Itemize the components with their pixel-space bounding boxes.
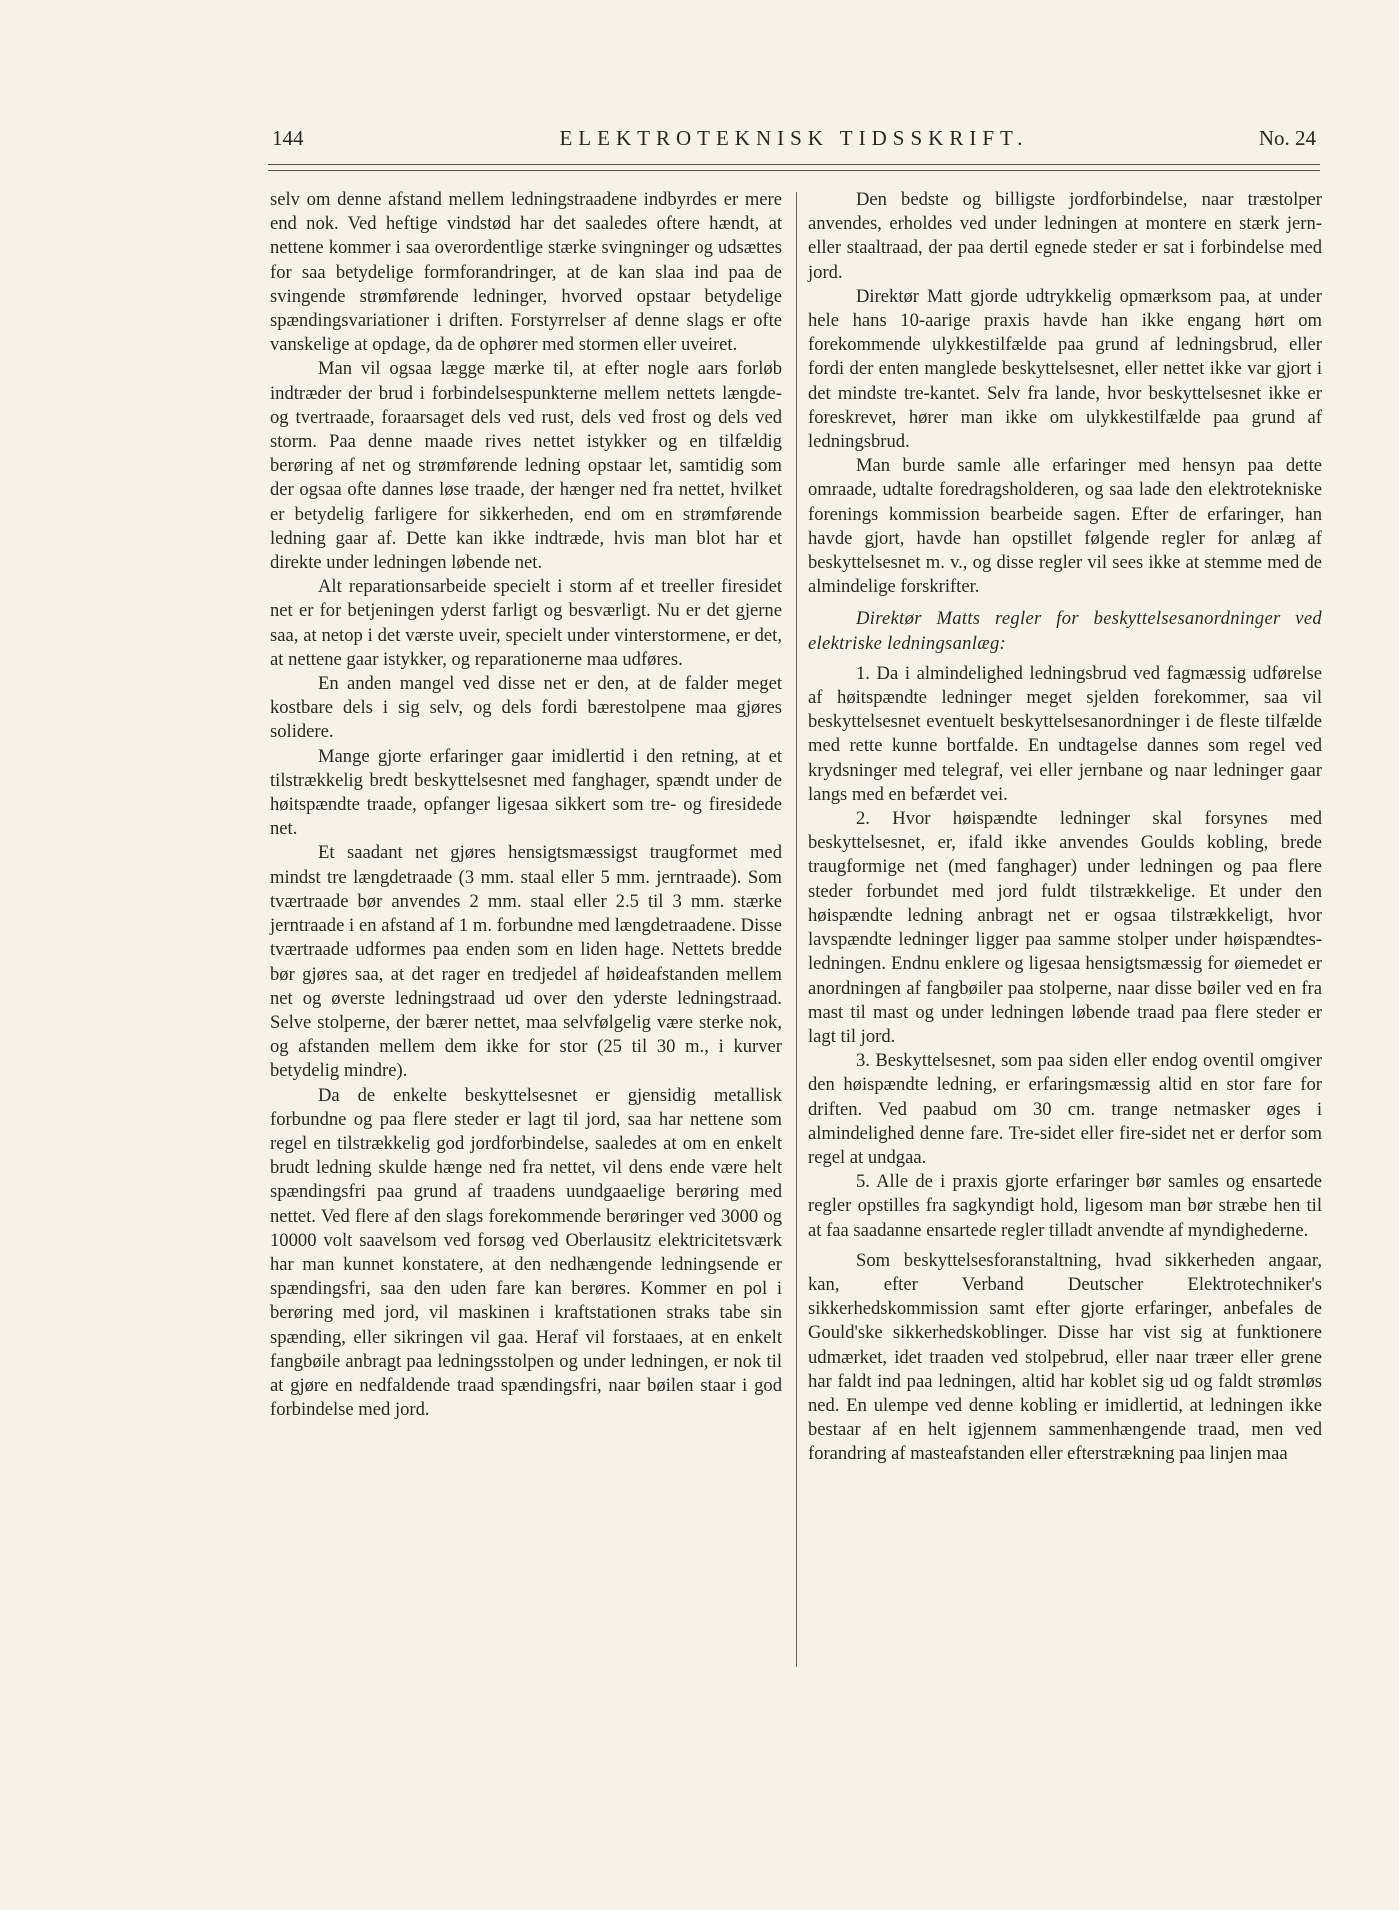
- paragraph: En anden mangel ved disse net er den, at de falder meget kostbare dels i sig selv, og dels fordi bærestolpene maa gjøres solidere.: [270, 673, 782, 743]
- paragraph: Den bedste og billigste jordforbindelse, naar træstolper anvendes, erholdes ved under ledningen at montere en stærk jern- eller staaltraad, der paa dertil egnede steder er sat i forbindelse med jord.: [808, 189, 1322, 283]
- paragraph: Da de enkelte beskyttelsesnet er gjensidig metallisk forbundne og paa flere steder er lagt til jord, saa har nettene som regel en tilstrækkelig god jordforbindelse, saaledes at om en enkelt brudt ledning skulde hænge ned fra nettet, vil dens ende være helt spændingsfri paa grund af traadens uundgaaelige berøring med nettet. Ved flere af den slags forekommende berøringer ved 3000 og 10000 volt saavelsom ved forsøg ved Oberlausitz elektricitetsværk har man kunnet konstatere, at den nedhængende ledningsende er spændingsfri, saa den uden fare kan berøres. Kommer en pol i berøring med jord, vil maskinen i kraftstationen straks tabe sin spænding, eller sikringen vil gaa. Heraf vil forstaaes, at en enkelt fangbøile anbragt paa ledningsstolpen og under ledningen, er nok til at gjøre en nedfaldende traad spændingsfri, naar bøilen staar i god forbindelse med jord.: [270, 1084, 782, 1421]
- journal-title: ELEKTROTEKNISK TIDSSKRIFT.: [559, 126, 1029, 150]
- paragraph: Man vil ogsaa lægge mærke til, at efter nogle aars forløb indtræder der brud i forbindelsespunkterne mellem nettets længde- og tvertraade, foraarsaget dels ved rust, dels ved frost og dels ved storm. Paa denne maade rives nettet istykker og en tilfældig berøring af net og strømførende ledning opstaar let, samtidig som der ogsaa ofte dannes løse traade, der hænger ned fra nettet, hvilket er betydelig farligere for sikkerheden, end om en strømførende ledning gaar af. Dette kan ikke indtræde, hvis man blot har et direkte under ledningen løbende net.: [270, 358, 782, 574]
- left-column: [270, 188, 782, 1422]
- running-header: [268, 126, 1320, 158]
- issue-number: No. 24: [1258, 126, 1316, 150]
- column-divider: [796, 192, 797, 1667]
- paragraph: Mange gjorte erfaringer gaar imidlertid i den retning, at et tilstrækkelig bredt beskyttelsesnet med fanghager, spændt under de høitspændte traade, opfanger ligesaa sikkert som tre- og firesidede net.: [270, 745, 782, 840]
- header-double-rule: [268, 164, 1320, 171]
- rules-heading: Direktør Matts regler for beskyttelsesanordninger ved elektriske ledningsanlæg:: [808, 608, 1322, 654]
- rule-item: 2. Hvor høispændte ledninger skal forsynes med beskyttelsesnet, er, ifald ikke anvendes Goulds kobling, brede traugformige net (med fanghager) under ledningen og paa flere steder forbundet med jord fuldt tilstrækkelige. Et under den høispændte ledning anbragt net er ogsaa tilstrækkeligt, hvor lavspændte ledninger ligger paa samme stolper under høispændtes-ledningen. Endnu enklere og ligesaa hensigtsmæssig for øiemedet er anordningen af fangbøiler paa stolperne, naar disse bøiler ved en fra mast til mast og under ledningen løbende traad paa flere steder er lagt til jord.: [808, 808, 1322, 1047]
- rule-item: 5. Alle de i praxis gjorte erfaringer bør samles og ensartede regler opstilles fra sagkyndigt hold, ligesom man bør stræbe hen til at faa saadanne ensartede regler tilladt anvendte af myndighederne.: [808, 1171, 1322, 1241]
- paragraph: Alt reparationsarbeide specielt i storm af et treeller firesidet net er for betjeningen yderst farligt og besværligt. Nu er det gjerne saa, at netop i det værste uveir, specielt under vinterstormene, er det, at nettene gaar istykker, og reparationerne maa udføres.: [270, 576, 782, 670]
- rule-item: 3. Beskyttelsesnet, som paa siden eller endog oventil omgiver den høispændte ledning, er erfaringsmæssig altid en stor fare for driften. Ved paabud om 30 cm. trange netmasker øges i almindelighed denne fare. Tre-sidet eller fire-sidet net er derfor som regel at undgaa.: [808, 1050, 1322, 1168]
- paragraph: Direktør Matt gjorde udtrykkelig opmærksom paa, at under hele hans 10-aarige praxis havde han ikke engang hørt om forekommende ulykkestilfælde paa grund af ledningsbrud, eller fordi der enten manglede beskyttelsesnet, eller nettet ikke var gjort i det mindste tre-kantet. Selv fra lande, hvor beskyttelsesnet ikke er foreskrevet, hører man ikke om ulykkestilfælde paa grund af ledningsbrud.: [808, 285, 1322, 453]
- paragraph: Et saadant net gjøres hensigtsmæssigst traugformet med mindst tre længdetraade (3 mm. staal eller 5 mm. jerntraade). Som tværtraade bør anvendes 2 mm. staal eller 2.5 til 3 mm. stærke jerntraade i en afstand af 1 m. forbundne med længdetraadene. Disse tværtraade udformes paa enden som en liden hage. Nettets bredde bør gjøres saa, at det rager en tredjedel af høideafstanden mellem net og øverste ledningstraad ud over den yderste ledningstraad. Selve stolperne, der bærer nettet, maa selvfølgelig være sterke nok, og afstanden mellem dem ikke for stor (25 til 30 m., i kurver betydelig mindre).: [270, 842, 782, 1082]
- right-column: [808, 188, 1322, 1467]
- paragraph: selv om denne afstand mellem ledningstraadene indbyrdes er mere end nok. Ved heftige vindstød har det saaledes oftere hændt, at nettene kommer i saa overordentlige stærke svingninger og udsættes for saa betydelige formforandringer, at de kan slaa ind paa de svingende strømførende ledninger, hvorved opstaar betydelige spændingsvariationer i driften. Forstyrrelser af denne slags er ofte vanskelige at opdage, da de ophører med stormen eller uveiret.: [270, 189, 782, 356]
- rule-item: 1. Da i almindelighed ledningsbrud ved fagmæssig udførelse af høitspændte ledninger meget sjelden forekommer, saa vil beskyttelsesnet eventuelt beskyttelsesanordninger i de fleste tilfælde med rette kunne bortfalde. En undtagelse dannes som regel ved krydsninger med telegraf, vei eller jernbane og naar ledninger gaar langs med en befærdet vei.: [808, 662, 1322, 805]
- paragraph: Som beskyttelsesforanstaltning, hvad sikkerheden angaar, kan, efter Verband Deutscher Elektrotechniker's sikkerhedskommission samt efter gjorte erfaringer, anbefales de Gould'ske sikkerhedskoblinger. Disse har vist sig at funktionere udmærket, idet traaden ved stolpebrud, eller naar træer eller grene har faldt ind paa ledningen, altid har koblet sig ud og faldt strømløs ned. En ulempe ved denne kobling er imidlertid, at ledningen ikke bestaar af en helt igjennem sammenhængende traad, men ved forandring af masteafstanden eller efterstrækning paa linjen maa: [808, 1249, 1322, 1465]
- page-number: 144: [272, 126, 304, 150]
- paragraph: Man burde samle alle erfaringer med hensyn paa dette omraade, udtalte foredragsholderen, og saa lade den elektrotekniske forenings kommission bearbeide sagen. Efter de erfaringer, han havde gjort, havde han opstillet følgende regler for anlæg af beskyttelsesnet m. v., og disse regler vil sees ikke at stemme med de almindelige forskrifter.: [808, 455, 1322, 598]
